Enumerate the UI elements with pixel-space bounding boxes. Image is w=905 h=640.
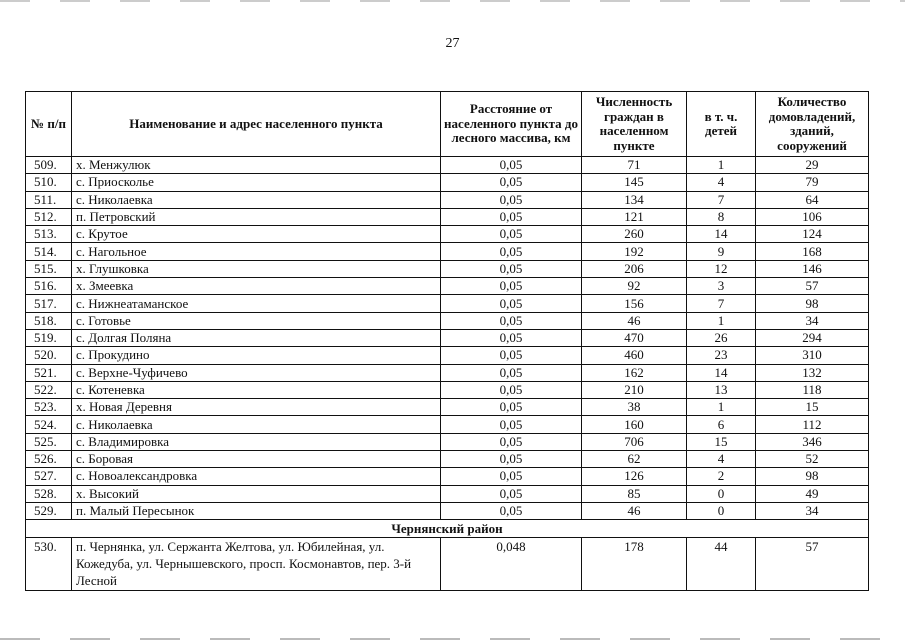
- cell-distance: 0,05: [441, 399, 582, 416]
- cell-distance: 0,05: [441, 226, 582, 243]
- cell-children: 1: [687, 312, 756, 329]
- cell-buildings: 124: [756, 226, 869, 243]
- header-num: № п/п: [26, 92, 72, 157]
- cell-num: 511.: [26, 191, 72, 208]
- cell-distance: 0,05: [441, 347, 582, 364]
- header-distance: Расстояние от населенного пункта до лесного массива, км: [441, 92, 582, 157]
- cell-buildings: 132: [756, 364, 869, 381]
- cell-distance: 0,05: [441, 468, 582, 485]
- cell-distance: 0,05: [441, 364, 582, 381]
- cell-population: 62: [582, 451, 687, 468]
- cell-name: п. Малый Пересынок: [72, 502, 441, 519]
- cell-name: х. Глушковка: [72, 260, 441, 277]
- table-row: [26, 381, 869, 398]
- table-row: [26, 226, 869, 243]
- cell-buildings: 79: [756, 174, 869, 191]
- cell-num: 530.: [26, 538, 72, 591]
- cell-distance: 0,05: [441, 295, 582, 312]
- district-heading-row: [26, 520, 869, 538]
- cell-num: 518.: [26, 312, 72, 329]
- cell-distance: 0,05: [441, 243, 582, 260]
- table-header-row: [26, 92, 869, 157]
- cell-buildings: 52: [756, 451, 869, 468]
- table-row: [26, 312, 869, 329]
- cell-buildings: 146: [756, 260, 869, 277]
- cell-population: 71: [582, 157, 687, 174]
- cell-num: 523.: [26, 399, 72, 416]
- cell-name: с. Приосколье: [72, 174, 441, 191]
- cell-buildings: 64: [756, 191, 869, 208]
- table-row: [26, 538, 869, 591]
- cell-name: с. Крутое: [72, 226, 441, 243]
- cell-buildings: 29: [756, 157, 869, 174]
- table-row: [26, 433, 869, 450]
- cell-children: 26: [687, 329, 756, 346]
- cell-distance: 0,05: [441, 157, 582, 174]
- cell-name: с. Верхне-Чуфичево: [72, 364, 441, 381]
- cell-distance: 0,05: [441, 191, 582, 208]
- cell-distance: 0,05: [441, 174, 582, 191]
- cell-buildings: 112: [756, 416, 869, 433]
- cell-name: х. Высокий: [72, 485, 441, 502]
- cell-num: 510.: [26, 174, 72, 191]
- table-row: [26, 295, 869, 312]
- cell-num: 516.: [26, 278, 72, 295]
- cell-buildings: 49: [756, 485, 869, 502]
- cell-num: 522.: [26, 381, 72, 398]
- table-row: [26, 347, 869, 364]
- cell-num: 529.: [26, 502, 72, 519]
- cell-population: 121: [582, 208, 687, 225]
- cell-children: 3: [687, 278, 756, 295]
- cell-name: х. Менжулюк: [72, 157, 441, 174]
- header-buildings: Количество домовладений, зданий, сооружений: [756, 92, 869, 157]
- cell-name: п. Чернянка, ул. Сержанта Желтова, ул. Юбилейная, ул. Кожедуба, ул. Чернышевского, просп. Космонавтов, пер. 3-й Лесной: [72, 538, 441, 591]
- cell-num: 517.: [26, 295, 72, 312]
- cell-children: 1: [687, 157, 756, 174]
- cell-distance: 0,05: [441, 312, 582, 329]
- table-row: [26, 399, 869, 416]
- cell-name: х. Змеевка: [72, 278, 441, 295]
- cell-children: 0: [687, 502, 756, 519]
- cell-distance: 0,05: [441, 278, 582, 295]
- cell-population: 470: [582, 329, 687, 346]
- cell-population: 206: [582, 260, 687, 277]
- cell-name: с. Нижнеатаманское: [72, 295, 441, 312]
- cell-distance: 0,05: [441, 485, 582, 502]
- cell-buildings: 118: [756, 381, 869, 398]
- cell-children: 1: [687, 399, 756, 416]
- cell-children: 7: [687, 191, 756, 208]
- table-row: [26, 208, 869, 225]
- cell-children: 8: [687, 208, 756, 225]
- cell-population: 126: [582, 468, 687, 485]
- cell-distance: 0,05: [441, 451, 582, 468]
- cell-num: 515.: [26, 260, 72, 277]
- cell-children: 12: [687, 260, 756, 277]
- cell-num: 528.: [26, 485, 72, 502]
- cell-population: 38: [582, 399, 687, 416]
- cell-distance: 0,05: [441, 260, 582, 277]
- cell-buildings: 168: [756, 243, 869, 260]
- table-row: [26, 191, 869, 208]
- cell-name: с. Новоалександровка: [72, 468, 441, 485]
- cell-population: 145: [582, 174, 687, 191]
- cell-population: 260: [582, 226, 687, 243]
- header-name: Наименование и адрес населенного пункта: [72, 92, 441, 157]
- table-row: [26, 243, 869, 260]
- cell-distance: 0,05: [441, 381, 582, 398]
- cell-distance: 0,05: [441, 416, 582, 433]
- header-population: Численность граждан в населенном пункте: [582, 92, 687, 157]
- cell-children: 23: [687, 347, 756, 364]
- cell-distance: 0,05: [441, 502, 582, 519]
- cell-num: 524.: [26, 416, 72, 433]
- cell-distance: 0,05: [441, 329, 582, 346]
- cell-buildings: 98: [756, 295, 869, 312]
- cell-num: 519.: [26, 329, 72, 346]
- cell-buildings: 57: [756, 538, 869, 591]
- cell-name: с. Нагольное: [72, 243, 441, 260]
- cell-buildings: 310: [756, 347, 869, 364]
- cell-population: 210: [582, 381, 687, 398]
- settlements-table: [25, 91, 869, 591]
- scan-edge-top: [0, 0, 905, 2]
- cell-population: 46: [582, 312, 687, 329]
- table-row: [26, 157, 869, 174]
- cell-distance: 0,048: [441, 538, 582, 591]
- table-row: [26, 174, 869, 191]
- table-row: [26, 416, 869, 433]
- cell-population: 46: [582, 502, 687, 519]
- cell-population: 156: [582, 295, 687, 312]
- cell-num: 526.: [26, 451, 72, 468]
- cell-name: п. Петровский: [72, 208, 441, 225]
- cell-population: 134: [582, 191, 687, 208]
- cell-population: 85: [582, 485, 687, 502]
- table-row: [26, 278, 869, 295]
- cell-buildings: 106: [756, 208, 869, 225]
- cell-population: 162: [582, 364, 687, 381]
- cell-name: с. Долгая Поляна: [72, 329, 441, 346]
- cell-children: 4: [687, 174, 756, 191]
- table-row: [26, 451, 869, 468]
- cell-name: с. Владимировка: [72, 433, 441, 450]
- cell-children: 6: [687, 416, 756, 433]
- cell-children: 4: [687, 451, 756, 468]
- cell-num: 513.: [26, 226, 72, 243]
- table-row: [26, 260, 869, 277]
- cell-population: 706: [582, 433, 687, 450]
- cell-buildings: 346: [756, 433, 869, 450]
- header-children: в т. ч. детей: [687, 92, 756, 157]
- cell-name: с. Боровая: [72, 451, 441, 468]
- cell-num: 525.: [26, 433, 72, 450]
- cell-buildings: 57: [756, 278, 869, 295]
- table-row: [26, 364, 869, 381]
- cell-population: 192: [582, 243, 687, 260]
- cell-children: 0: [687, 485, 756, 502]
- cell-children: 14: [687, 364, 756, 381]
- cell-buildings: 34: [756, 312, 869, 329]
- cell-children: 13: [687, 381, 756, 398]
- cell-num: 520.: [26, 347, 72, 364]
- cell-name: с. Николаевка: [72, 416, 441, 433]
- cell-name: с. Николаевка: [72, 191, 441, 208]
- cell-buildings: 98: [756, 468, 869, 485]
- cell-name: х. Новая Деревня: [72, 399, 441, 416]
- cell-population: 460: [582, 347, 687, 364]
- cell-buildings: 294: [756, 329, 869, 346]
- cell-name: с. Прокудино: [72, 347, 441, 364]
- cell-children: 15: [687, 433, 756, 450]
- cell-children: 14: [687, 226, 756, 243]
- cell-population: 92: [582, 278, 687, 295]
- district-heading: Чернянский район: [26, 520, 869, 538]
- cell-distance: 0,05: [441, 208, 582, 225]
- cell-buildings: 15: [756, 399, 869, 416]
- cell-children: 7: [687, 295, 756, 312]
- cell-num: 527.: [26, 468, 72, 485]
- table-row: [26, 485, 869, 502]
- cell-population: 160: [582, 416, 687, 433]
- cell-population: 178: [582, 538, 687, 591]
- page-number: 27: [445, 36, 460, 51]
- cell-children: 44: [687, 538, 756, 591]
- cell-num: 521.: [26, 364, 72, 381]
- cell-num: 512.: [26, 208, 72, 225]
- cell-num: 514.: [26, 243, 72, 260]
- cell-name: с. Котеневка: [72, 381, 441, 398]
- cell-name: с. Готовье: [72, 312, 441, 329]
- cell-children: 2: [687, 468, 756, 485]
- cell-buildings: 34: [756, 502, 869, 519]
- cell-children: 9: [687, 243, 756, 260]
- cell-num: 509.: [26, 157, 72, 174]
- table-row: [26, 329, 869, 346]
- table-row: [26, 502, 869, 519]
- cell-distance: 0,05: [441, 433, 582, 450]
- table-row: [26, 468, 869, 485]
